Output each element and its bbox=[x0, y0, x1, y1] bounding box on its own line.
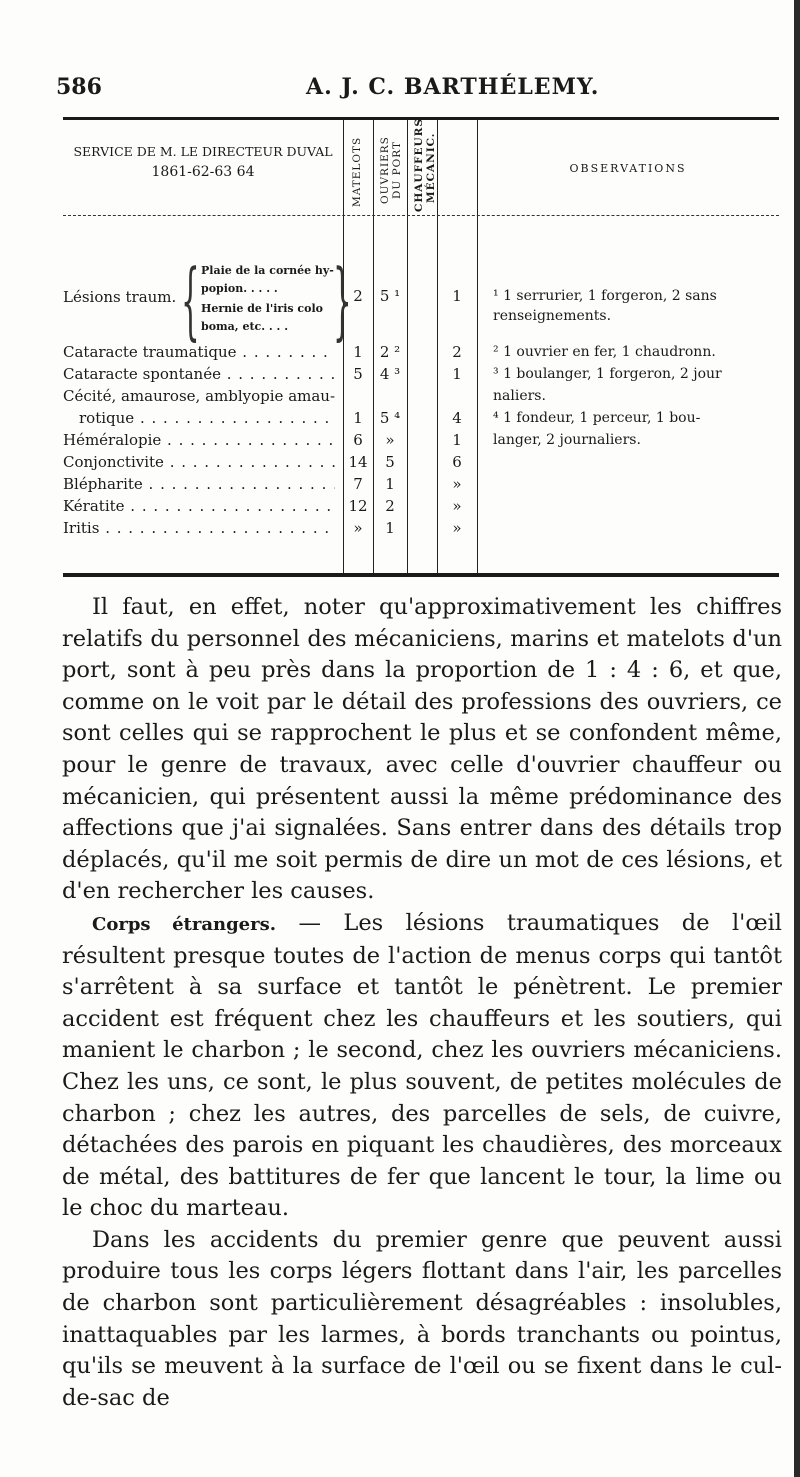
service-header bbox=[63, 142, 343, 182]
table-row bbox=[63, 496, 779, 516]
cell-matelots: 1 bbox=[353, 409, 363, 427]
row-label: Cataracte spontanée . . . bbox=[63, 364, 335, 384]
cell-observation: langer, 2 journaliers. bbox=[493, 432, 641, 448]
cell-chauffeurs: » bbox=[452, 475, 462, 493]
row-label-lesions: Lésions traum. bbox=[63, 288, 177, 306]
sub-label: boma, etc. . . . bbox=[201, 320, 289, 333]
table-row bbox=[63, 342, 779, 362]
cell-ouvriers: 5 ¹ bbox=[379, 287, 401, 305]
cell-ouvriers: 4 ³ bbox=[379, 365, 401, 383]
cell-chauffeurs: 1 bbox=[452, 287, 462, 305]
paragraph bbox=[62, 908, 782, 1225]
table-row bbox=[63, 386, 779, 406]
cell-observation: ³ 1 boulanger, 1 forgeron, 2 jour bbox=[493, 366, 722, 382]
sub-label: Plaie de la cornée hy- bbox=[201, 264, 334, 277]
cell-ouvriers: 2 bbox=[385, 497, 395, 515]
cell-chauffeurs: 6 bbox=[452, 453, 462, 471]
cell-ouvriers: 5 ⁴ bbox=[379, 409, 401, 427]
table-row bbox=[63, 306, 779, 326]
row-label: Héméralopie . . . bbox=[63, 430, 335, 450]
section-runin-heading: Corps étrangers. bbox=[92, 913, 277, 935]
paragraph: Dans les accidents du premier genre que peuvent aussi produire tous les corps légers flottant dans l'air, les parcelles de charbon sont particulièrement désagréables : insolubles, inattaquables par les larmes, à bords tranchants ou pointus, qu'ils se meuvent à la surface de l'œil ou se fixent dans le cul-de-sac de bbox=[62, 1226, 782, 1411]
cell-chauffeurs: 1 bbox=[452, 431, 462, 449]
cell-chauffeurs: 4 bbox=[452, 409, 462, 427]
cell-matelots: 14 bbox=[348, 453, 368, 471]
cell-chauffeurs: » bbox=[452, 497, 462, 515]
cell-chauffeurs: » bbox=[452, 519, 462, 537]
sub-label: popion. . . . . bbox=[201, 282, 278, 295]
cell-ouvriers: 2 ² bbox=[379, 343, 401, 361]
table-row bbox=[63, 518, 779, 538]
row-label: Cécité, amaurose, amblyopie amau- bbox=[63, 387, 335, 405]
page-header bbox=[56, 74, 776, 104]
cell-matelots: » bbox=[353, 519, 363, 537]
page-number: 586 bbox=[56, 74, 102, 100]
cell-observation: naliers. bbox=[493, 388, 546, 404]
header-rule bbox=[63, 215, 779, 216]
paragraph-text: — Les lésions traumatiques de l'œil résultent presque toutes de l'action de menus corps qui tantôt s'arrêtent à sa surface et tantôt le pénètrent. Le premier accident est fréquent chez les chauffeurs et les soutiers, qui manient le charbon ; le second, chez les ouvriers mécaniciens. Chez les uns, ce sont, le plus souvent, de petites molécules de charbon ; chez les autres, des parcelles de sels, de cuivre, détachées des parois en piquant les chaudières, des morceaux de métal, des battitures de fer que lancent le tour, la lime ou le choc du marteau. bbox=[62, 909, 782, 1222]
table-row bbox=[63, 286, 779, 306]
cell-ouvriers: 1 bbox=[385, 519, 395, 537]
cell-observation: ⁴ 1 fondeur, 1 perceur, 1 bou- bbox=[493, 410, 701, 426]
table-row bbox=[63, 452, 779, 472]
col-header-matelots: MATELOTS bbox=[351, 136, 363, 208]
row-label: Cataracte traumatique . . . bbox=[63, 342, 335, 362]
table-row bbox=[63, 474, 779, 494]
cell-observation: ¹ 1 serrurier, 1 forgeron, 2 sans bbox=[493, 288, 717, 304]
service-title: SERVICE DE M. LE DIRECTEUR DUVAL bbox=[73, 144, 333, 159]
cell-chauffeurs: 2 bbox=[452, 343, 462, 361]
cell-matelots: 5 bbox=[353, 365, 363, 383]
row-label: Blépharite . . . bbox=[63, 474, 335, 494]
table-row bbox=[63, 430, 779, 450]
paragraph: Il faut, en effet, noter qu'approximativement les chiffres relatifs du personnel des mécaniciens, marins et matelots d'un port, sont à peu près dans la proportion de 1 : 4 : 6, et que, comme on le voit par le détail des professions des ouvriers, ce sont celles qui se rapprochent le plus et se confondent même, pour le genre de travaux, avec celle d'ouvrier chauffeur ou mécanicien, qui présentent aussi la même prédominance des affections que j'ai signalées. Sans entrer dans des détails trop déplacés, qu'il me soit permis de dire un mot de ces lésions, et d'en rechercher les causes. bbox=[62, 594, 782, 905]
cell-observation: renseignements. bbox=[493, 308, 612, 324]
body-text bbox=[62, 592, 782, 1414]
sub-label: Hernie de l'iris colo bbox=[201, 302, 323, 315]
cell-observation: ² 1 ouvrier en fer, 1 chaudronn. bbox=[493, 344, 716, 360]
row-label: rotique . . . bbox=[63, 408, 335, 428]
page-edge bbox=[794, 0, 800, 1477]
col-header-ouvriers: OUVRIERS DU PORT bbox=[379, 136, 403, 204]
cell-matelots: 1 bbox=[353, 343, 363, 361]
cell-matelots: 7 bbox=[353, 475, 363, 493]
cell-ouvriers: » bbox=[385, 431, 395, 449]
cell-matelots: 2 bbox=[353, 287, 363, 305]
running-title: A. J. C. BARTHÉLEMY. bbox=[306, 74, 600, 100]
row-label: Iritis . . . bbox=[63, 518, 335, 538]
cell-matelots: 12 bbox=[348, 497, 368, 515]
row-label: Conjonctivite . . . bbox=[63, 452, 335, 472]
cell-ouvriers: 1 bbox=[385, 475, 395, 493]
col-header-chauffeurs: CHAUFFEURS MÉCANIC. bbox=[413, 118, 437, 212]
cell-ouvriers: 5 bbox=[385, 453, 395, 471]
service-years: 1861-62-63 64 bbox=[151, 164, 255, 180]
row-label: Kératite . . . bbox=[63, 496, 335, 516]
cell-matelots: 6 bbox=[353, 431, 363, 449]
cell-chauffeurs: 1 bbox=[452, 365, 462, 383]
statistics-table bbox=[63, 117, 779, 577]
col-header-observations: OBSERVATIONS bbox=[569, 162, 687, 175]
table-row bbox=[63, 364, 779, 384]
brace-right: } bbox=[333, 251, 352, 349]
table-row bbox=[63, 408, 779, 428]
brace-left: { bbox=[181, 251, 200, 349]
